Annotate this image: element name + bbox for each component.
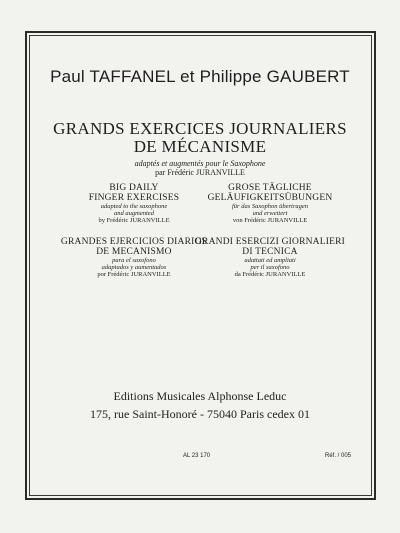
italian-by: da Frédéric JURANVILLE [234,271,306,278]
english-detail-1: adapted to the saxophone [100,203,168,210]
spanish-heading-1: GRANDES EJERCICIOS DIARIOS [60,237,208,247]
spanish-by: por Frédéric JURANVILLE [97,271,171,278]
spanish-title-block [59,237,209,278]
english-heading-2: FINGER EXERCISES [88,193,180,203]
spanish-detail-2: adaptados y aumentados [101,264,167,271]
english-heading-1: BIG DAILY [109,183,159,193]
english-detail-2: and augmented [114,210,154,217]
catalog-code: AL 23 170 [183,453,211,459]
german-detail-1: für das Saxophon übertragen [231,203,308,210]
german-heading-1: GROSE TÄGLICHE [228,183,312,193]
italian-detail-2: per il saxofono [250,264,290,271]
reference-code: Réf. / 005 [325,453,352,459]
spanish-detail-1: para el saxofono [112,257,156,264]
spanish-heading-2: DE MECANISMO [96,247,172,257]
title-line-2: DE MÉCANISME [133,137,267,156]
german-title-block [195,183,345,224]
german-by: von Frédéric JURANVILLE [232,217,308,224]
english-title-block [59,183,209,224]
italian-heading-1: GRANDI ESERCIZI GIORNALIERI [195,237,345,247]
english-by: by Frédéric JURANVILLE [98,217,170,224]
subtitle-line-2: par Frédéric JURANVILLE [155,168,245,177]
composers-line: Paul TAFFANEL et Philippe GAUBERT [50,67,350,86]
italian-detail-1: adattati ed ampliati [244,257,296,264]
german-heading-2: GELÄUFIGKEITSÜBUNGEN [207,193,333,203]
title-line-1: GRANDS EXERCICES JOURNALIERS [53,119,347,138]
publisher-address: 175, rue Saint-Honoré - 75040 Paris cedex 01 [90,407,310,421]
italian-heading-2: DI TECNICA [242,247,298,257]
subtitle-line-1: adaptés et augmentés pour le Saxophone [134,159,266,168]
german-detail-2: und erweitert [252,210,288,217]
italian-title-block [195,237,345,278]
publisher-name: Editions Musicales Alphonse Leduc [113,389,287,403]
